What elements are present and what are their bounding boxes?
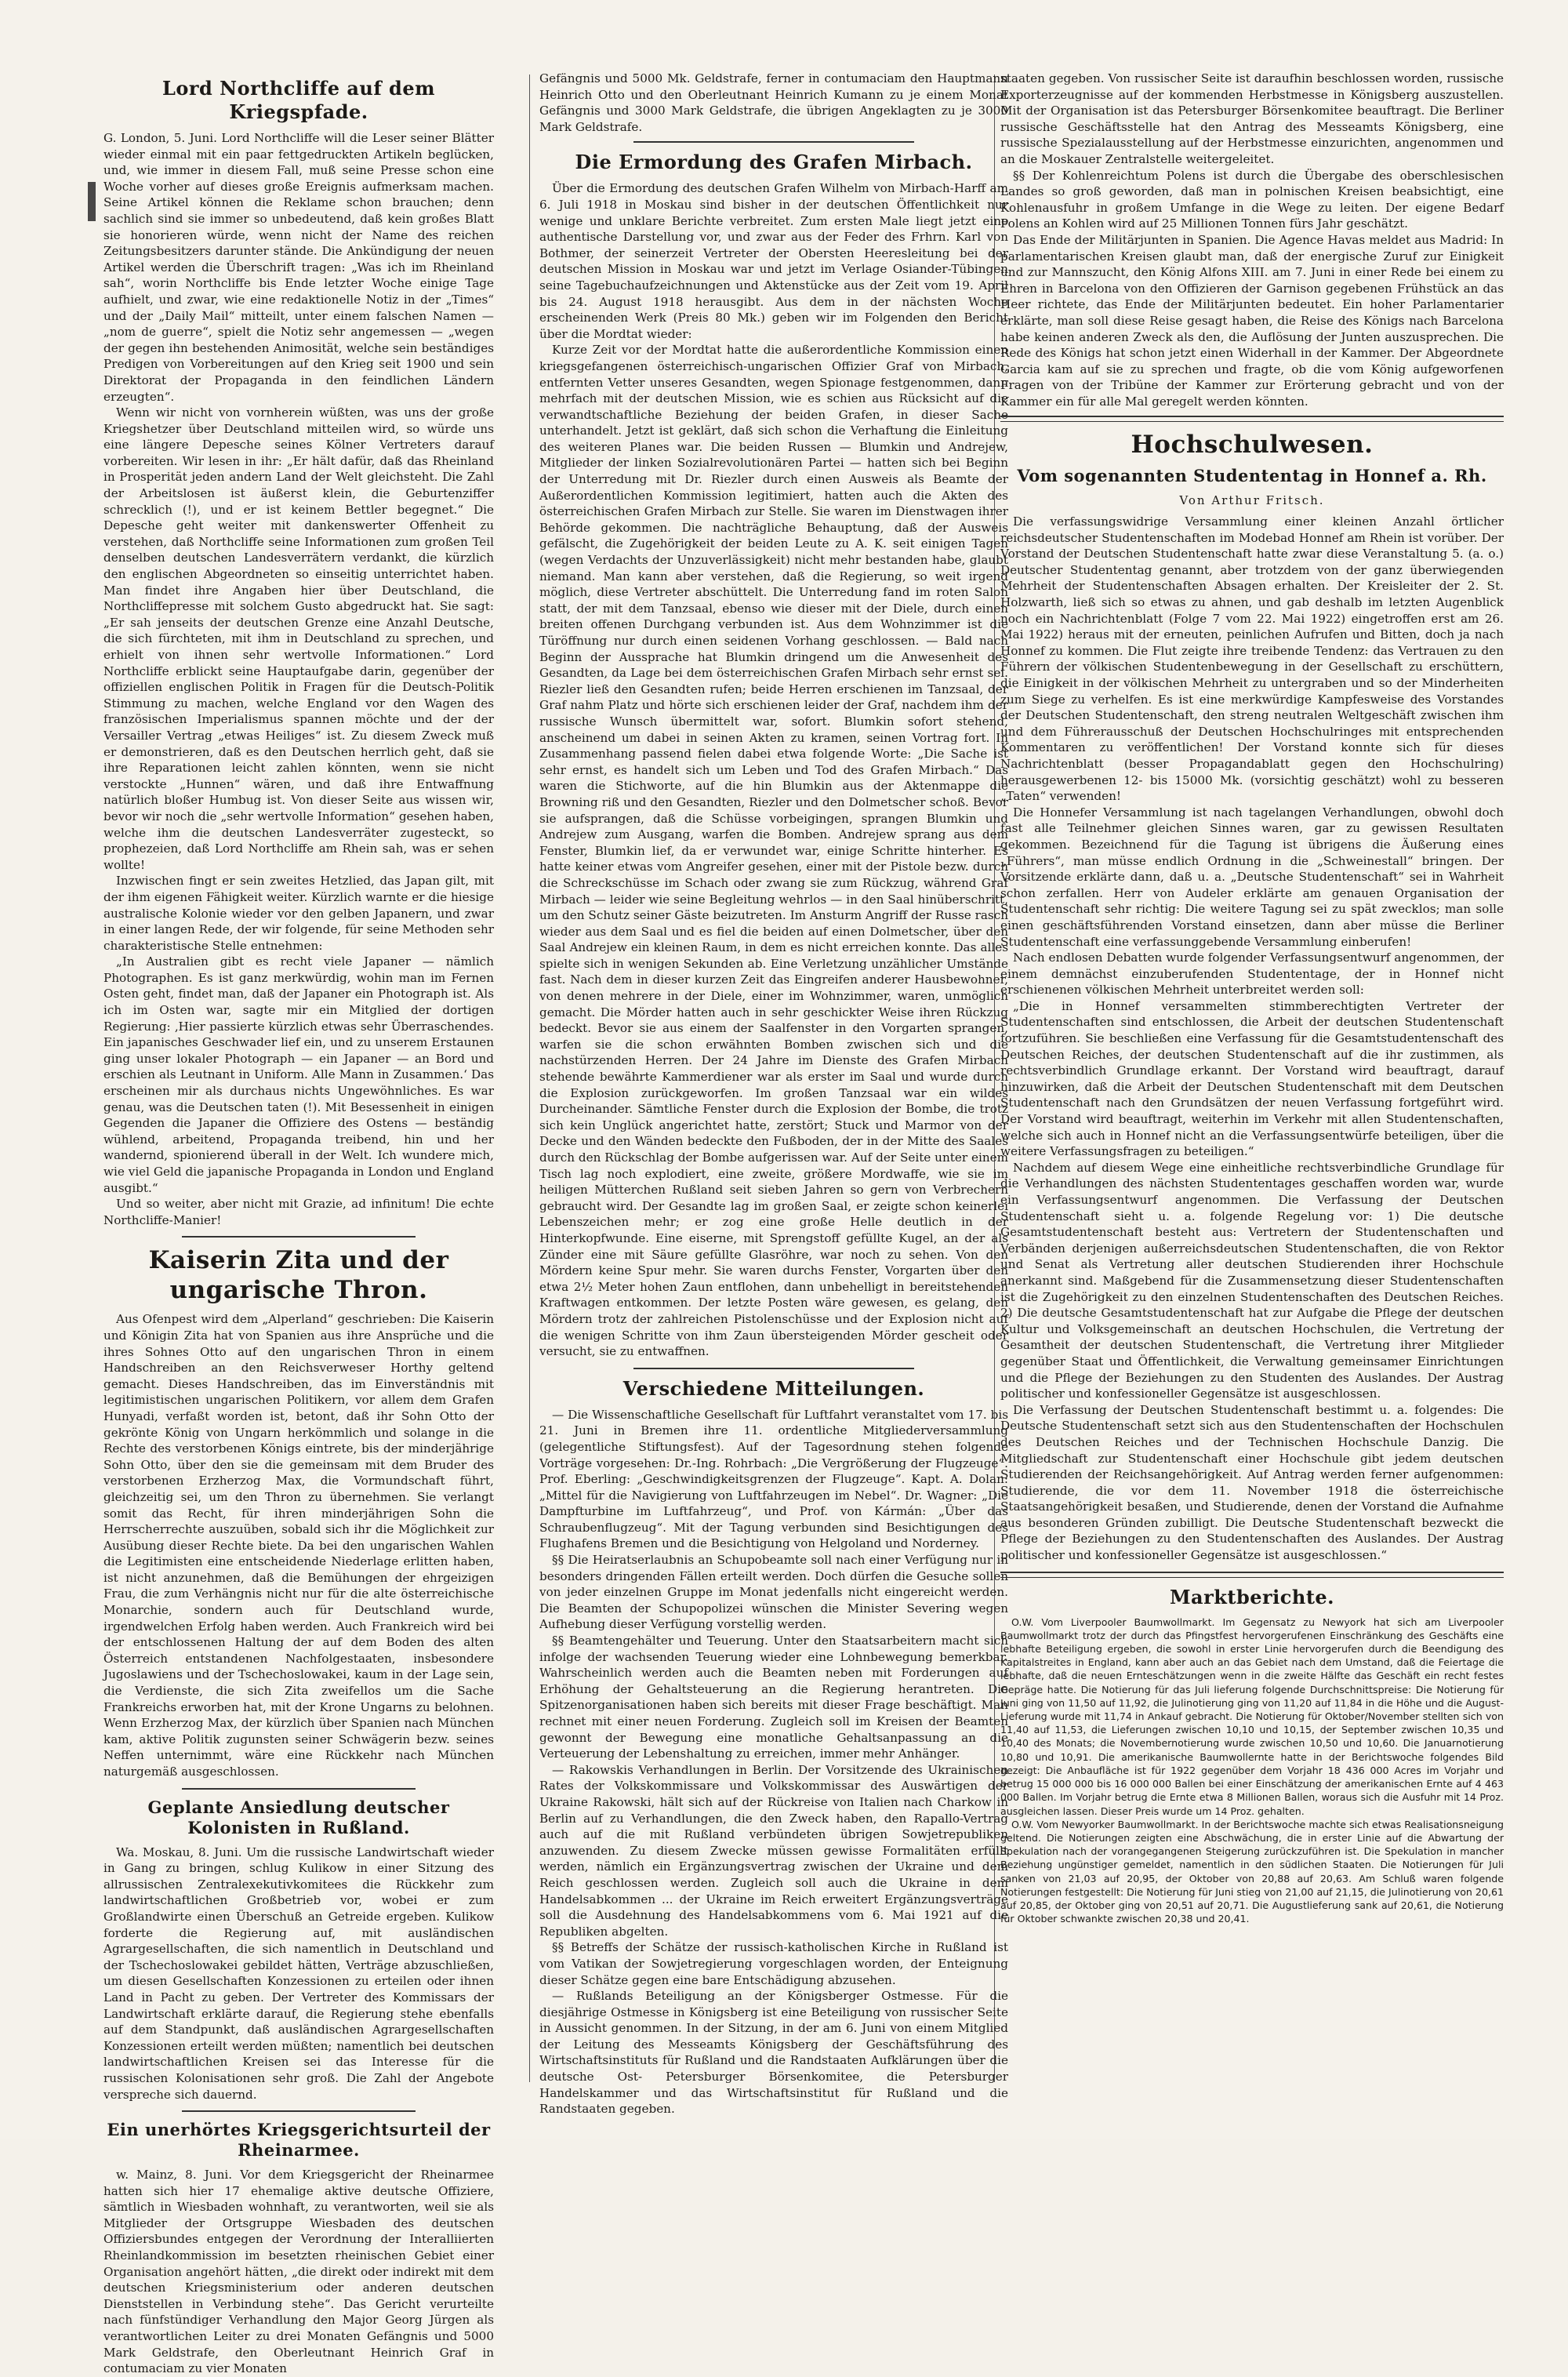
article-marktberichte	[1000, 1586, 1504, 1926]
paragraph: Nachdem auf diesem Wege eine einheitliche rechtsverbindliche Grundlage für die Verhandlungen des nächsten Studententages geschaffen worden war, wurde ein Verfassungsentwurf angenommen. Die Verfassung der Deutschen Studentenschaft sieht u. a. folgende Regelung vor: 1) Die deutsche Gesamtstudentenschaft besteht aus: Vertretern der Studentenschaften und Verbänden derjenigen außerreichsdeutschen Studentenschaften, die von Rektor und Senat als Vertretung aller deutschen Studierenden ihrer Hochschule anerkannt sind. Maßgebend für die Zusammensetzung dieser Studentenschaften ist die Zugehörigkeit zu den einzelnen Studentenschaften des Deutschen Reiches. 2) Die deutsche Gesamtstudentenschaft hat zur Aufgabe die Pflege der deutschen Kultur und Volksgemeinschaft an deutschen Hochschulen, die Vertretung der Gesamtheit der deutschen Studentenschaft, die Vertretung ihrer Mitglieder gegenüber Staat und Öffentlichkeit, die Verwaltung gemeinsamer Einrichtungen und die Pflege der Beziehungen zu den Studenten des Auslandes. Der Austrag politischer und konfessioneller Gegensätze ist ausgeschlossen.	[1000, 1160, 1504, 1401]
column-2	[539, 71, 1008, 2117]
headline: Verschiedene Mitteilungen.	[622, 1376, 925, 1400]
byline: Von Arthur Fritsch.	[1179, 493, 1325, 508]
paragraph: Gefängnis und 5000 Mk. Geldstrafe, ferner in contumaciam den Hauptmann Heinrich Otto und den Oberleutnant Heinrich Kumann zu je einem Monat Gefängnis und 3000 Mark Geldstrafe, die übrigen Angeklagten zu je 3000 Mark Geldstrafe.	[539, 71, 1008, 134]
paragraph: w. Mainz, 8. Juni. Vor dem Kriegsgericht der Rheinarmee hatten sich hier 17 ehemalige aktive deutsche Offiziere, sämtlich in Wiesbaden wohnhaft, zu verantworten, weil sie als Mitglieder der Ortsgruppe Wiesbaden des deutschen Offiziersbundes entgegen der Verordnung der Interalliierten Rheinlandkommission im besetzten rheinischen Gebiet einer Organisation angehört hätten, „die direkt oder indirekt mit dem deutschen Kriegsministerium oder anderen deutschen Dienststellen in Verbindung stehe“. Das Gericht verurteilte nach fünfstündiger Verhandlung den Major Georg Jürgen als verantwortlichen Leiter zu drei Monaten Gefängnis und 5000 Mark Geldstrafe, den Oberleutnant Heinrich Graf in contumaciam zu vier Monaten	[103, 2168, 494, 2376]
paragraph: „Die in Honnef versammelten stimmberechtigten Vertreter der Studentenschaften sind entschlossen, die Arbeit der deutschen Studentenschaft fortzuführen. Sie beschließen eine Verfassung für die Gesamtstudentenschaft des Deutschen Reiches, der deutschen Studentenschaft auf die ihr zustimmen, als rechtsverbindlich Grundlage erkannt. Der Vorstand wird beauftragt, darauf hinzuwirken, daß die Arbeit der Deutschen Studentenschaft mit dem Deutschen Studentenschaft nach den Grundsätzen der neuen Verfassung fortgeführt wird. Der Vorstand wird beauftragt, weiterhin im Verkehr mit allen Studentenschaften, welche sich auch in Honnef nicht an die Verfassungsentwürfe beteiligen, über die weitere Verfassungsfragen zu beteiligen.“	[1000, 998, 1504, 1159]
headline: Geplante Ansiedlung deutscher Kolonisten in Rußland.	[147, 1797, 450, 1837]
separator	[1000, 416, 1504, 422]
paragraph: Wenn wir nicht von vornherein wüßten, was uns der große Kriegshetzer über Deutschland mitteilen wird, so würde uns eine längere Depesche seines Kölner Vertreters darauf vorbereiten. Wir lesen in ihr: „Er hält dafür, daß das Rheinland in Prosperität jeden andern Land der Welt gleichsteht. Die Zahl der Arbeitslosen ist äußerst klein, die Geburtenziffer schrecklich (!), und er ist keinem Bettler begegnet.“ Die Depesche geht weiter mit dankenswerter Offenheit zu verstehen, daß Northcliffe seine Informationen zum großen Teil denselben deutschen Landesverrätern verdankt, die kürzlich den englischen Abgeordneten so einseitig unterrichtet haben. Man findet ihre Angaben hier über Deutschland, die Northcliffepresse mit solchem Gusto abgedruckt hat. Sie sagt: „Er sah jenseits der deutschen Grenze eine Anzahl Deutsche, die sich fürchteten, mit ihm in Deutschland zu sprechen, und erhielt von ihnen sehr wertvolle Informationen.“ Lord Northcliffe erblickt seine Hauptaufgabe darin, gegenüber der offiziellen englischen Politik in Fragen für die Deutsch-Politik Stimmung zu machen, welche England vor den Wagen des französischen Imperialismus spannen möchte und der der Versailler Vertrag „etwas Heiliges“ ist. Zu diesem Zweck muß er demonstrieren, daß es den Deutschen herrlich geht, daß sie ihre Reparationen leicht zahlen könnten, wenn sie nicht verstockte „Hunnen“ wären, und daß ihre Entwaffnung natürlich bloßer Humbug ist. Von dieser Seite aus wissen wir, bevor wir noch die „sehr wertvolle Information“ gesehen haben, welche ihm die deutschen Landesverräter zugesteckt, so prophezeien, daß Lord Northcliffe am Rhein sah, was er sehen wollte!	[103, 405, 494, 872]
headline: Marktberichte.	[1169, 1585, 1335, 1608]
article-mitteilungen	[539, 1377, 1008, 2117]
paragraph: §§ Die Heiratserlaubnis an Schupobeamte soll nach einer Verfügung nur in besonders dringenden Fällen erteilt werden. Doch dürfen die Gesuche sollen von jeder einzelnen Gruppe im Monat jedenfalls nicht eingereicht werden. Die Beamten der Schupopolizei wünschen die Minister Severing wegen Aufhebung dieser Verfügung vorstellig werden.	[539, 1553, 1008, 1632]
section-title: Hochschulwesen.	[1131, 431, 1374, 460]
article-northcliffe	[103, 77, 494, 1228]
paragraph: Kurze Zeit vor der Mordtat hatte die außerordentliche Kommission einen kriegsgefangenen österreichisch-ungarischen Offizier Graf von Mirbach, entfernten Vetter unseres Gesandten, wegen Spionage festgenommen, dann mehrfach mit der deutschen Mission, wie es schien aus Rücksicht auf die verwandtschaftliche Beziehung der beiden Grafen, in dieser Sache unterhandelt. Jetzt ist geklärt, daß sich schon die Verhaftung die Einleitung des weiteren Planes war. Die beiden Russen — Blumkin und Andrejew, Mitglieder der linken Sozialrevolutionären Partei — hatten sich bei Beginn der Unterredung mit Dr. Riezler durch einen Ausweis als Beamte der Außerordentlichen Kommission legitimiert, hatten auch die Akten des österreichischen Grafen Mirbach zur Stelle. Sie waren im Dienstwagen ihrer Behörde gekommen. Die nachträgliche Behauptung, daß der Ausweis gefälscht, die Zugehörigkeit der beiden Leute zu A. K. seit einigen Tagen (wegen Verdachts der Unzuverlässigkeit) nicht mehr bestanden habe, glaubt niemand. Man kann aber verstehen, daß die Regierung, so weit irgend möglich, diese Vertreter abschüttelt. Die Unterredung fand im roten Salon statt, der mit dem Tanzsaal, ebenso wie dieser mit der Diele, durch einen breiten offenen Durchgang verbunden ist. Aus dem Wohnzimmer ist die Türöffnung nur durch einen seidenen Vorhang geschlossen. — Bald nach Beginn der Aussprache hat Blumkin dringend um die Anwesenheit des Gesandten, da Lage bei dem österreichischen Grafen Mirbach sehr ernst sei. Riezler ließ den Gesandten rufen; beide Herren erschienen im Tanzsaal, der Graf nahm Platz und hörte sich erschienen leider der Graf, nachdem ihm der russische Wunsch übermittelt war, sofort. Blumkin sofort stehend, anscheinend um dabei in seinen Akten zu kramen, seinen Vortrag fort. In Zusammenhang passend fielen dabei etwa folgende Worte: „Die Sache ist sehr ernst, es handelt sich um Leben und Tod des Grafen Mirbach.“ Das waren die Stichworte, auf die hin Blumkin aus der Aktenmappe die Browning riß und den Gesandten, Riezler und den Dolmetscher schoß. Bevor sie aufsprangen, daß die Schüsse vorbeigingen, sprangen Blumkin und Andrejew zum Ausgang, warfen die Bomben. Andrejew sprang aus dem Fenster, Blumkin lief, da er verwundet war, einige Schritte hinterher. Es hatte keiner etwas vom Angreifer gesehen, einer mit der Pistole bezw. durch die Schreckschüsse im Schach oder zwang sie zum Rückzug, während Graf Mirbach — leider wie seine Begleitung wehrlos — in den Saal hinüberschritt, um den Schutz seiner Gäste beizutreten. Im Ansturm Angriff der Russe rasch wieder aus dem Saal und es fiel die beiden auf einen Dolmetscher, über den Saal Andrejew ein kleinen Raum, in dem es nicht erreichen konnte. Das alles spielte sich in wenigen Sekunden ab. Eine Verletzung unzählicher Umstände fast. Nach dem in dieser kurzen Zeit das Eingreifen anderer Hausbewohner, von denen mehrere in der Diele, einer im Wohnzimmer, waren, unmöglich gemacht. Die Mörder hatten auch in sehr geschickter Weise ihren Rückzug bedeckt. Bevor sie aus einem der Saalfenster in den Vorgarten sprangen, warfen sie die schon erwähnten Bomben zwischen sich und die nachstürzenden Herren. Der 24 Jahre im Dienste des Grafen Mirbach stehende bewährte Kammerdiener war als erster im Saal und wurde durch die Explosion zurückgeworfen. Im großen Tanzsaal war ein wildes Durcheinander. Sämtliche Fenster durch die Explosion der Bombe, die trotz sich kein Unglück angerichtet hatte, zerstört; Stuck und Marmor von der Decke und den Wänden bedeckte den Fußboden, der in der Mitte des Saales durch den Rückschlag der Bombe aufgerissen war. Auf der Seite unter einem Tisch lag noch explodiert, eine zweite, größere Mordwaffe, wie sie im heiligen Mütterchen Rußland seit sieben Jahren so gern von Verbrechern gebraucht wird. Der Gesandte lag im großen Saal, er zeigte schon keinerlei Lebenszeichen mehr; er zog eine große Helle deutlich in der Hinterkopfwunde. Eine eiserne, mit Sprengstoff gefüllte Kugel, an der als Zünder eine mit Säure gefüllte Glasröhre, war noch zu sehen. Von den Mördern keine Spur mehr. Sie waren durchs Fenster, Vorgarten über den etwa 2½ Meter hohen Zaun entflohen, dann unbehelligt in bereitstehenden Kraftwagen entkommen. Der letzte Posten wäre gewesen, es gelang, den Mördern trotz der zahlreichen Pistolenschüsse und der Explosion nicht auf die wenigen Schritte von ihm Zaun übersteigenden Mörder gescheit oder versucht, sie zu entwaffnen.	[539, 343, 1008, 1359]
paragraph: O.W. Vom Liverpooler Baumwollmarkt. Im Gegensatz zu Newyork hat sich am Liverpooler Baumwollmarkt trotz der durch das Pfingstfest hervorgerufenen Einschränkung des Geschäfts eine lebhafte Beteiligung ergeben, die sowohl in erster Linie hervorgerufen durch die Beendigung des Kapitalstreites in England, kann aber auch an das Gebiet nach dem Umstand, daß die Feiertage die lebhafte, daß die neuen Ernteschätzungen wenn in die zweite Hälfte das Geschäft ein recht festes Gepräge hatte. Die Notierung für das Juli lieferung folgende Durchschnittspreise: Die Notierung für Juni ging von 11,50 auf 11,92, die Julinotierung ging von 11,20 auf 11,84 in die Höhe und die August-Lieferung wurde mit 11,74 in Ankauf gebracht. Die Notierung für Oktober/November stellten sich von 11,40 auf 11,53, die Lieferungen zwischen 10,10 und 10,15, der September zwischen 10,35 und 10,40 des Monats; die Novembernotierung wurde zwischen 10,50 und 10,60. Die Januarnotierung 10,80 und 10,91. Die amerikanische Baumwollernte hatte in der Berichtswoche folgendes Bild gezeigt: Die Anbaufläche ist für 1922 gegenüber dem Vorjahr 18 436 000 Acres im Vorjahr und betrug 15 000 000 bis 16 000 000 Ballen bei einer Einschätzung der amerikanischen Ernte auf 4 463 000 Ballen. Im Vorjahr betrug die Ernte etwa 8 Millionen Ballen, woraus sich die Ausfuhr mit 14 Proz. ausgleichen lassen. Dieser Preis wurde um 14 Proz. gehalten.	[1000, 1616, 1504, 1817]
article-kriegsgericht	[103, 2120, 494, 2377]
separator	[182, 1788, 416, 1790]
paragraph: „In Australien gibt es recht viele Japaner — nämlich Photographen. Es ist ganz merkwürdig, wohin man im Fernen Osten geht, findet man, daß der Japaner ein Photograph ist. Als ich im Osten war, sagte mir ein Mitglied der dortigen Regierung: ‚Hier passierte kürzlich etwas sehr Überraschendes. Ein japanisches Geschwader lief ein, und zu unserem Erstaunen ging unser lokaler Photograph — ein Japaner — an Bord und erschien als Leutnant in Uniform. Alle Mann in Zusammen.‘ Das erscheinen mir als durchaus nichts Ungewöhnliches. Es war genau, was die Deutschen taten (!). Mit Besessenheit in einigen Gegenden die Japaner die Offiziere des Ostens — beständig wühlend, arbeitend, Propaganda treibend, hin und her wandernd, spionierend überall in der Welt. Ich wundere mich, wie viel Geld die japanische Propaganda in London und England ausgibt.“	[103, 954, 494, 1195]
paragraph: §§ Betreffs der Schätze der russisch-katholischen Kirche in Rußland ist vom Vatikan der Sowjetregierung vorgeschlagen worden, der Enteignung dieser Schätze gegen eine bare Entschädigung abzusehen.	[539, 1940, 1008, 1987]
paragraph: — Rußlands Beteiligung an der Königsberger Ostmesse. Für die diesjährige Ostmesse in Königsberg ist eine Beteiligung von russischer Seite in Aussicht genommen. In der Sitzung, in der am 6. Juni von einem Mitglied der Leitung des Messeamts Königsberg der Geschäftsführung des Wirtschaftsinstituts für Rußland und die Randstaaten Aufklärungen über die deutsche Ost- Petersburger Börsenkomitee, die Petersburger Handelskammer und das Wirtschaftsinstitut für Rußland und die Randstaaten gegeben.	[539, 1989, 1008, 2117]
article-hochschulwesen	[1000, 430, 1504, 1563]
paragraph: — Die Wissenschaftliche Gesellschaft für Luftfahrt veranstaltet vom 17. bis 21. Juni in Bremen ihre 11. ordentliche Mitgliederversammlung (gelegentliche Stiftungsfest). Auf der Tagesordnung stehen folgende Vorträge vorgesehen: Dr.-Ing. Rohrbach: „Die Vergrößerung der Flugzeuge“. Prof. Eberling: „Geschwindigkeitsgrenzen der Flugzeuge“. Kapt. A. Dolan: „Mittel für die Navigierung von Luftfahrzeugen im Nebel“. Dr. Wagner: „Die Dampfturbine im Luftfahrzeug“, und Prof. von Kármán: „Über das Schraubenflugzeug“. Mit der Tagung verbunden sind Besichtigungen des Flughafens Bremen und die Besichtigung von Helgoland und Norderney.	[539, 1407, 1008, 1551]
paragraph: Das Ende der Militärjunten in Spanien. Die Agence Havas meldet aus Madrid: In parlamentarischen Kreisen glaubt man, daß der energische Zuruf zur Einigkeit und zur Mannszucht, den König Alfons XIII. am 7. Juni in einer Rede bei einem zu Ehren in Barcelona von den Offizieren der Garnison gegebenen Frühstück an das Heer richtete, das Ende der Militärjunten bedeutet. Ein hoher Parlamentarier erklärte, man soll diese Reise gesagt haben, die Reise des Königs nach Barcelona habe keinen anderen Zweck als den, die Auflösung der Junten auszusprechen. Die Rede des Königs hat schon jetzt einen Widerhall in der Kammer. Der Abgeordnete Garcia kam auf sie zu sprechen und fragte, ob die vom König aufgeworfenen Fragen von der Tribüne der Kammer zur Erörterung gebracht und von der Kammer ein für alle Mal geregelt werden könnten.	[1000, 232, 1504, 409]
paragraph: G. London, 5. Juni. Lord Northcliffe will die Leser seiner Blätter wieder einmal mit ein paar fettgedruckten Artikeln beglücken, und, wie immer in diesem Fall, muß seine Presse schon eine Woche vorher auf dieses große Ereignis aufmerksam machen. Seine Artikel können die Reklame schon brauchen; denn sachlich sind sie immer so unbedeutend, daß kein großes Blatt sie honorieren würde, wenn nicht der Name des reichen Zeitungsbesitzers darunter stände. Die Ankündigung der neuen Artikel werden die Überschrift tragen: „Was ich im Rheinland sah“, worin Northcliffe bis Ende letzter Woche einige Tage aufhielt, und zwar, wie eine redaktionelle Notiz in der „Times“ und der „Daily Mail“ mitteilt, unter einem falschen Namen — „nom de guerre“, spielt die Notiz sehr angemessen — „wegen der gegen ihn bestehenden Animosität, welche sein beständiges Predigen von Vorbereitungen auf den Krieg seit 1900 und sein Direktorat der Propaganda in den feindlichen Ländern erzeugten“.	[103, 131, 494, 404]
paragraph: Über die Ermordung des deutschen Grafen Wilhelm von Mirbach-Harff am 6. Juli 1918 in Moskau sind bisher in der deutschen Öffentlichkeit nur wenige und unklare Berichte verbreitet. Zum ersten Male liegt jetzt eine authentische Darstellung vor, und zwar aus der Feder des Frhrn. Karl von Bothmer, der seinerzeit Vertreter der Obersten Heeresleitung bei der deutschen Mission in Moskau war und jetzt im Verlage Osiander-Tübingen seine Tagebuchaufzeichnungen und Aktenstücke aus der Zeit vom 19. April bis 24. August 1918 herausgibt. Aus dem in der nächsten Woche erscheinenden Werk (Preis 80 Mk.) geben wir im Folgenden den Bericht über die Mordtat wieder:	[539, 181, 1008, 341]
column-1	[103, 71, 494, 2376]
article-zita	[103, 1245, 494, 1779]
paragraph: Und so weiter, aber nicht mit Grazie, ad infinitum! Die echte Northcliffe-Manier!	[103, 1197, 494, 1227]
paragraph: Nach endlosen Debatten wurde folgender Verfassungsentwurf angenommen, der einem demnächst einzuberufenden Studententage, der in Honnef nicht erschienenen völkischen Mehrheit unterbreitet werden soll:	[1000, 950, 1504, 998]
headline: Die Ermordung des Grafen Mirbach.	[575, 151, 973, 174]
separator	[182, 2110, 416, 2112]
margin-mark	[88, 182, 96, 221]
separator	[633, 1368, 915, 1369]
column-3	[1000, 71, 1504, 2110]
column-rule	[529, 75, 530, 2082]
paragraph: Aus Ofenpest wird dem „Alperland“ geschrieben: Die Kaiserin und Königin Zita hat von Spanien aus ihre Ansprüche und die ihres Sohnes Otto auf den ungarischen Thron in einem Handschreiben an den Reichsverweser Horthy geltend gemacht. Dieses Handschreiben, das im Einverständnis mit legitimistischen ungarischen Politikern, vor allem dem Grafen Hunyadi, verfaßt worden ist, betont, daß ihr Sohn Otto der gekrönte König von Ungarn herkömmlich und solange in die Rechte des verstorbenen Königs eintrete, bis der minderjährige Sohn Otto, über den sie die gemeinsam mit dem Bruder des verstorbenen Erzherzog Max, die Vormundschaft führt, gleichzeitig sei, um den Thron zu übernehmen. Sie verlangt somit das Recht, für ihren minderjährigen Sohn die Herrscherrechte auszuüben, sobald sich ihr die Möglichkeit zur Ausübung dieser Rechte biete. Da bei den ungarischen Wahlen die Legitimisten eine entscheidende Niederlage erlitten haben, ist nicht anzunehmen, daß die Bemühungen der ehrgeizigen Frau, die zum Verhängnis nicht nur für die alte österreichische Monarchie, sondern auch für Deutschland wurde, irgendwelchen Erfolg haben werden. Auch Frankreich wird bei der entschlossenen Haltung der auf dem Boden des alten Österreich entstandenen Nachfolgestaaten, insbesondere Jugoslawiens und der Tschechoslowakei, kaum in der Lage sein, die Verdienste, die sich Zita zweifellos um die Sache Frankreichs erworben hat, mit der Krone Ungarns zu belohnen. Wenn Erzherzog Max, der kürzlich über Spanien nach München kam, aktive Politik zugunsten seiner Schwägerin bezw. seines Neffen unternimmt, wäre eine Rückkehr nach München naturgemäß ausgeschlossen.	[103, 1312, 494, 1779]
headline: Lord Northcliffe auf dem Kriegspfade.	[162, 77, 436, 123]
paragraph: — Rakowskis Verhandlungen in Berlin. Der Vorsitzende des Ukrainischen Rates der Volkskommissare und Volkskommissar des Auswärtigen der Ukraine Rakowski, hält sich auf der Rückreise von Italien nach Charkow in Berlin auf zu Verhandlungen, die den Zweck haben, den Rapallo-Vertrag auch auf die mit Rußland verbündeten übrigen Sowjetrepubliken anzuwenden. Zu diesem Zwecke müssen gewisse Formalitäten erfüllt werden, nämlich ein Ergänzungsvertrag zwischen der Ukraine und dem Reich geschlossen werden. Zugleich soll auch die Ukraine in dem Handelsabkommen ... der Ukraine im Reich erweitert Ergänzungsverträge soll die Ausdehnung des Handelsabkommens vom 6. Mai 1921 auf die Republiken abgelten.	[539, 1762, 1008, 1939]
headline: Ein unerhörtes Kriegsgerichtsurteil der Rheinarmee.	[107, 2120, 491, 2161]
separator	[1000, 1572, 1504, 1578]
separator	[633, 141, 915, 143]
headline: Kaiserin Zita und der ungarische Thron.	[148, 1246, 449, 1305]
separator	[182, 1236, 416, 1238]
paragraph: Die verfassungswidrige Versammlung einer kleinen Anzahl örtlicher reichsdeutscher Studentenschaften im Modebad Honnef am Rhein ist vorüber. Der Vorstand der Deutschen Studentenschaft hatte zwar diese Veranstaltung 5. (a. o.) Deutscher Studententag genannt, aber trotzdem von der ganz überwiegenden Mehrheit der Studentenschaften Absagen erhalten. Der Kreisleiter der 2. St. Holzwarth, ließ sich so etwas zu ahnen, und gab deshalb im letzten Augenblick noch ein Nachrichtenblatt (Folge 7 vom 22. Mai 1922) eingetroffen erst am 26. Mai 1922) heraus mit der erneuten, peinlichen Aufrufen und Bitten, doch ja nach Honnef zu kommen. Die Flut zeigte ihre treibende Tendenz: das Vertrauen zu den Führern der völkischen Studentenbewegung in der Gesellschaft zu erschüttern, die Einigkeit in der völkischen Mehrheit zu untergraben und so der Minderheiten zum Siege zu verhelfen. Es ist eine merkwürdige Kampfesweise des Vorstandes der Deutschen Studentenschaft, den streng neutralen Weltgeschäft zwischen ihm und dem Führerausschuß der Deutschen Hochschulringes mit entsprechenden Kommentaren zu veröffentlichen! Der Vorstand konnte sich für dieses Nachrichtenblatt (besser Propagandablatt gegen den Hochschulring) herausgewerbenen 12- bis 15000 Mk. (vorsichtig geschätzt) wohl zu besseren „Taten“ verwenden!	[1000, 514, 1504, 804]
paragraph: Die Honnefer Versammlung ist nach tagelangen Verhandlungen, obwohl doch fast alle Teilnehmer gleichen Sinnes waren, gar zu gewissen Resultaten gekommen. Bezeichnend für die Tagung ist übrigens die Äußerung eines „Führers“, man müsse endlich Ordnung in die „Schweinestall“ bringen. Der Vorsitzende erklärte dann, daß u. a. „Deutsche Studentenschaft“ sei in Wahrheit schon zerfallen. Herr von Audeler erklärte am genauen Organisation der Studentenschaft sehr richtig: Die weitere Tagung sei zu spät zwecklos; man solle einen geschäftsführenden Vorstand einsetzen, dann aber müsse die Berliner Studentenschaft eine verfassunggebende Versammlung einberufen!	[1000, 805, 1504, 949]
paragraph: §§ Der Kohlenreichtum Polens ist durch die Übergabe des oberschlesischen Landes so groß geworden, daß man in polnischen Kreisen beabsichtigt, eine Kohlenausfuhr in großem Umfange in die Wege zu leiten. Der eigene Bedarf Polens an Kohlen wird auf 25 Millionen Tonnen fürs Jahr geschätzt.	[1000, 168, 1504, 231]
paragraph: staaten gegeben. Von russischer Seite ist daraufhin beschlossen worden, russische Exporterzeugnisse auf der kommenden Herbstmesse in Königsberg auszustellen. Mit der Organisation ist das Petersburger Börsenkomitee beauftragt. Die Berliner russische Geschäftsstelle hat den Antrag des Messeamts Königsberg, eine russische Spezialausstellung auf der Herbstmesse einzurichten, angenommen und an die Moskauer Zentralstelle weitergeleitet.	[1000, 71, 1504, 166]
paragraph: §§ Beamtengehälter und Teuerung. Unter den Staatsarbeitern macht sich infolge der wachsenden Teuerung wieder eine Lohnbewegung bemerkbar. Wahrscheinlich werden auch die Beamten neben mit Forderungen auf Erhöhung der Gehaltsteuerung an die Regierung herantreten. Die Spitzenorganisationen haben sich bereits mit dieser Frage beschäftigt. Man rechnet mit einer neuen Forderung. Zugleich soll im Kreisen der Beamten gewonnt der Bewegung eine monatliche Gehaltsanpassung an die Verteuerung der Lebenshaltung zu erreichen, immer mehr Anhänger.	[539, 1634, 1008, 1761]
article-kolonisten	[103, 1797, 494, 2103]
paragraph: Inzwischen fingt er sein zweites Hetzlied, das Japan gilt, mit der ihm eigenen Fähigkeit weiter. Kürzlich warnte er die hiesige australische Kolonie wieder vor den gelben Japanern, und zwar in einer langen Rede, der wir folgende, für seine Methoden sehr charakteristische Stelle entnehmen:	[103, 874, 494, 953]
headline: Vom sogenannten Studententag in Honnef a. Rh.	[1017, 466, 1487, 486]
article-mirbach	[539, 151, 1008, 1359]
paragraph: Wa. Moskau, 8. Juni. Um die russische Landwirtschaft wieder in Gang zu bringen, schlug Kulikow in einer Sitzung des allrussischen Zentralexekutivkomitees die Rückkehr zum landwirtschaftlichen Großbetrieb vor, wobei er zum Großlandwirte einen Überschuß an Getreide ergeben. Kulikow forderte die Regierung auf, mit ausländischen Agrargesellschaften, die sich namentlich in Deutschland und der Tschechoslowakei gebildet hätten, Verträge abzuschließen, um diesen Gesellschaften Konzessionen zu erteilen oder ihnen Land in Pacht zu geben. Der Vertreter des Kommissars der Landwirtschaft erklärte darauf, die Regierung stehe ebenfalls auf dem Standpunkt, daß ausländischen Agrargesellschaften Konzessionen erteilt werden müßten; namentlich bei deutschen landwirtschaftlichen Kreisen sei das Interesse für die russischen Kolonisationen sehr groß. Die Zahl der Angebote verspreche sich dauernd.	[103, 1845, 494, 2102]
paragraph: O.W. Vom Newyorker Baumwollmarkt. In der Berichtswoche machte sich etwas Realisationsneigung geltend. Die Notierungen zeigten eine Abschwächung, die in erster Linie auf die Abwartung der Spekulation nach der vorangegangenen Steigerung zurückzuführen ist. Die Spekulation in mancher Beziehung ungünstiger gemeldet, namentlich in den südlichen Staaten. Die Notierungen für Juli sanken von 21,03 auf 20,95, der Oktober von 20,88 auf 20,63. Am Schluß waren folgende Notierungen festgestellt: Die Notierung für Juni stieg von 21,00 auf 21,15, die Julinotierung von 20,61 auf 20,85, der Oktober ging von 20,51 auf 20,71. Die Augustlieferung sank auf 20,61, die Notierung für Oktober schwankte zwischen 20,38 und 20,41.	[1000, 1818, 1504, 1925]
paragraph: Die Verfassung der Deutschen Studentenschaft bestimmt u. a. folgendes: Die Deutsche Studentenschaft setzt sich aus den Studentenschaften der Hochschulen des Deutschen Reiches und der Technischen Hochschule Danzig. Die Mitgliedschaft zur Studentenschaft einer Hochschule gibt jedem deutschen Studierenden der Reichsangehörigkeit. Auf Antrag werden ferner aufgenommen: Studierende, die vor dem 11. November 1918 die österreichische Staatsangehörigkeit besaßen, und Studierende, denen der Vorstand die Aufnahme aus besonderen Gründen zubilligt. Die Deutsche Studentenschaft bezweckt die Pflege der Beziehungen zu den Studentenschaften des Auslandes. Der Austrag politischer und konfessioneller Gegensätze ist ausgeschlossen.“	[1000, 1402, 1504, 1563]
